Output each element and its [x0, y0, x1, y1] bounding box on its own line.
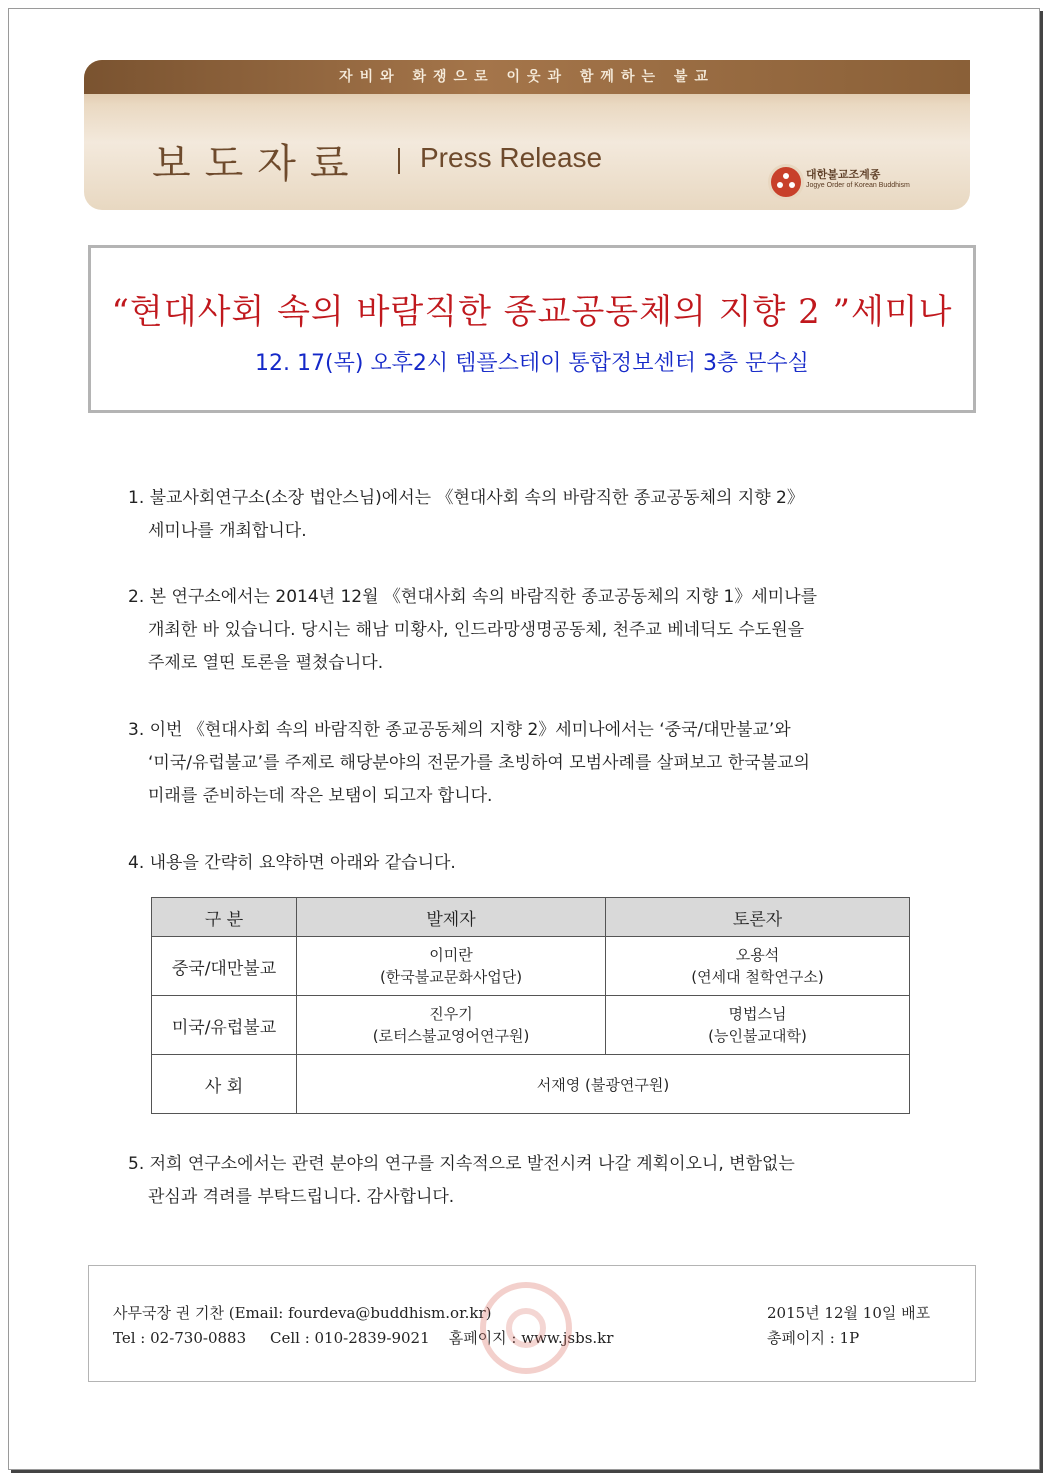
table-header: 구 분 — [152, 898, 297, 937]
table-cell-discussant — [606, 937, 910, 996]
footer-pages: 총페이지 : 1P — [767, 1329, 860, 1347]
headline-subtitle: 12. 17(목) 오후2시 템플스테이 통합정보센터 3층 문수실 — [255, 351, 809, 376]
paragraph-3 — [128, 714, 938, 813]
watermark-stamp-icon — [480, 1282, 572, 1374]
paragraph-5 — [128, 1148, 938, 1214]
table-cell-presenter — [297, 937, 606, 996]
discussant-name: 오용석 — [735, 946, 780, 964]
table-category: 미국/유럽불교 — [152, 996, 297, 1055]
discussant-name: 명법스님 — [728, 1005, 787, 1023]
banner-slogan: 자비와 화쟁으로 이웃과 함께하는 불교 — [339, 69, 715, 85]
table-header: 발제자 — [297, 898, 606, 937]
table-row — [152, 996, 910, 1055]
paragraph-line: 5. 저희 연구소에서는 관련 분야의 연구를 지속적으로 발전시켜 나갈 계획이오니, 변함없는 — [128, 1154, 795, 1174]
discussant-org: (능인불교대학) — [708, 1027, 807, 1045]
seminar-table — [151, 897, 910, 1114]
table-category: 중국/대만불교 — [152, 937, 297, 996]
paragraph-4 — [128, 847, 938, 880]
paragraph-line: 주제로 열띤 토론을 펼쳤습니다. — [148, 653, 384, 673]
paragraph-line: 3. 이번 《현대사회 속의 바람직한 종교공동체의 지향 2》세미나에서는 ‘중국/대만불교’와 — [128, 720, 791, 740]
headline-box — [88, 245, 976, 413]
watermark-stamp-inner — [506, 1308, 546, 1348]
banner-subtitle: Press Release — [420, 142, 603, 173]
paragraph-line: 2. 본 연구소에서는 2014년 12월 《현대사회 속의 바람직한 종교공동체의 지향 1》세미나를 — [128, 587, 818, 607]
paragraph-2 — [128, 581, 938, 680]
presenter-name: 진우기 — [429, 1005, 473, 1023]
discussant-org: (연세대 철학연구소) — [691, 968, 824, 986]
org-name-english: Jogye Order of Korean Buddhism — [806, 182, 910, 189]
paragraph-line: 4. 내용을 간략히 요약하면 아래와 같습니다. — [128, 853, 456, 873]
paragraph-1 — [128, 482, 938, 548]
presenter-org: (한국불교문화사업단) — [379, 968, 523, 986]
press-release-banner — [84, 60, 970, 210]
table-header-row — [152, 898, 910, 937]
paragraph-line: 관심과 격려를 부탁드립니다. 감사합니다. — [148, 1187, 455, 1207]
banner-divider — [398, 148, 400, 174]
footer-phone: Tel : 02-730-0883 Cell : 010-2839-9021 홈페이지 : www.jsbs.kr — [113, 1329, 614, 1347]
footer-contact: 사무국장 권 기찬 (Email: fourdeva@buddhism.or.kr) — [113, 1304, 492, 1322]
table-cell-presenter — [297, 996, 606, 1055]
paragraph-line: 미래를 준비하는데 작은 보탬이 되고자 합니다. — [148, 786, 493, 806]
jogye-logo-icon — [768, 164, 804, 200]
footer-date: 2015년 12월 10일 배포 — [767, 1304, 931, 1322]
headline-title: “현대사회 속의 바람직한 종교공동체의 지향 2 ”세미나 — [111, 292, 953, 332]
paragraph-line: ‘미국/유럽불교’를 주제로 해당분야의 전문가를 초빙하여 모범사례를 살펴보고 한국불교의 — [148, 753, 810, 773]
banner-title: 보도자료 — [152, 141, 363, 187]
presenter-name: 이미란 — [429, 946, 473, 964]
table-row-moderator — [152, 1055, 910, 1114]
table-row — [152, 937, 910, 996]
paragraph-line: 세미나를 개최합니다. — [148, 521, 307, 541]
paragraph-line: 개최한 바 있습니다. 당시는 해남 미황사, 인드라망생명공동체, 천주교 베네딕도 수도원을 — [148, 620, 805, 640]
paragraph-line: 1. 불교사회연구소(소장 법안스님)에서는 《현대사회 속의 바람직한 종교공동체의 지향 2》 — [128, 488, 804, 508]
moderator-cell: 서재영 (불광연구원) — [297, 1055, 910, 1114]
table-cell-discussant — [606, 996, 910, 1055]
table-category: 사 회 — [152, 1055, 297, 1114]
presenter-org: (로터스불교영어연구원) — [372, 1027, 530, 1045]
org-name-korean: 대한불교조계종 — [806, 168, 881, 181]
table-header: 토론자 — [606, 898, 910, 937]
